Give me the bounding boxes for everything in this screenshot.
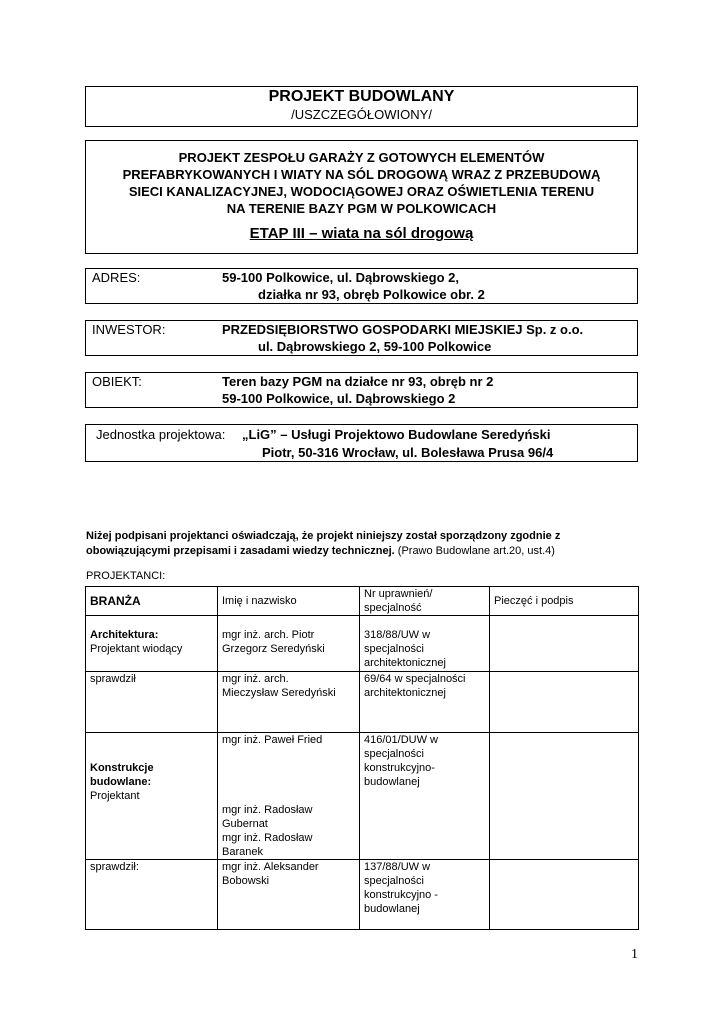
jednostka-label: Jednostka projektowa: [96,427,226,442]
inwestor-label: INWESTOR: [92,322,166,337]
cell-uprawnienia [360,860,490,930]
uprawnienia-line: 69/64 w specjalności [364,673,466,685]
cell-name [218,733,360,860]
name-line: mgr inż. Paweł Fried [222,734,323,746]
table-row [86,672,639,733]
inwestor-line1: PRZEDSIĘBIORSTWO GOSPODARKI MIEJSKIEJ Sp. z o.o. [222,322,584,337]
projektanci-label: PROJEKTANCI: [86,570,166,582]
branza-role: Projektant [90,790,140,802]
document-title: PROJEKT BUDOWLANY [268,88,455,105]
description-line: NA TERENIE BAZY PGM W POLKOWICACH [226,201,497,216]
subtitle-prefix: / [291,107,295,122]
uprawnienia-line: 137/88/UW w [364,861,431,873]
name-line: Grzegorz Seredyński [222,643,325,655]
table-row [86,860,639,930]
uprawnienia-line: 318/88/UW w [364,629,431,641]
uprawnienia-line: architektonicznej [364,687,446,699]
inwestor-box [85,320,638,356]
header-uprawnienia-line2: specjalność [364,602,422,614]
subtitle-text: USZCZEGÓŁOWIONY [294,107,429,122]
uprawnienia-line: specjalności [364,748,424,760]
name-line: Mieczysław Seredyński [222,687,336,699]
header-uprawnienia-line1: Nr uprawnień/ [364,588,433,600]
uprawnienia-line: konstrukcyjno- [364,762,435,774]
uprawnienia-line: architektonicznej [364,657,446,669]
cell-signature [490,616,639,672]
uprawnienia-line: budowlanej [364,903,420,915]
cell-name [218,672,360,733]
header-podpis: Pieczęć i podpis [490,587,639,616]
cell-branza: sprawdził [86,672,218,733]
name-line: mgr inż. Aleksander [222,861,319,873]
adres-box [85,268,638,304]
cell-name [218,860,360,930]
uprawnienia-line: specjalności [364,643,424,655]
name-line: mgr inż. arch. Piotr [222,629,315,641]
name-line: Gubernat [222,818,268,830]
cell-signature [490,860,639,930]
table-row [86,733,639,860]
obiekt-line2: 59-100 Polkowice, ul. Dąbrowskiego 2 [222,391,456,406]
document-subtitle [86,107,637,122]
header-imie: Imię i nazwisko [218,587,360,616]
uprawnienia-line: konstrukcyjno - [364,889,438,901]
cell-uprawnienia [360,616,490,672]
project-description-box [85,140,638,254]
cell-signature [490,672,639,733]
description-line: SIECI KANALIZACYJNEJ, WODOCIĄGOWEJ ORAZ OŚWIETLENIA TERENU [128,184,595,199]
designers-table [85,586,639,930]
name-line: mgr inż. arch. [222,673,289,685]
description-line: PREFABRYKOWANYCH I WIATY NA SÓL DROGOWĄ WRAZ Z PRZEBUDOWĄ [122,167,601,182]
statement-bold: Niżej podpisani projektanci oświadczają, że projekt niniejszy został sporządzony zgodnie z obowiązującymi przepisami i zasadami wiedzy technicznej. [86,530,561,557]
cell-branza [86,616,218,672]
cell-signature [490,733,639,860]
etap-heading: ETAP III – wiata na sól drogową [249,225,474,242]
table-header-row [86,587,639,616]
jednostka-line1: „LiG” – Usługi Projektowo Budowlane Seredyński [242,427,551,442]
cell-branza [86,733,218,860]
header-branza: BRANŻA [86,587,218,616]
description-line: PROJEKT ZESPOŁU GARAŻY Z GOTOWYCH ELEMENTÓW [178,150,545,165]
designers-statement [86,529,646,559]
subtitle-suffix: / [428,107,432,122]
branza-role: Projektant wiodący [90,643,183,655]
name-line: mgr inż. Radosław [222,804,313,816]
obiekt-line1: Teren bazy PGM na działce nr 93, obręb nr 2 [222,374,494,389]
branza-konstrukcje: budowlane: [90,776,152,788]
cell-uprawnienia [360,672,490,733]
uprawnienia-line: 416/01/DUW w [364,734,438,746]
uprawnienia-line: specjalności [364,875,424,887]
jednostka-box [85,424,638,462]
title-box [85,86,638,127]
page-number: 1 [631,947,638,962]
obiekt-label: OBIEKT: [92,374,142,389]
cell-uprawnienia [360,733,490,860]
branza-architektura: Architektura: [90,629,159,641]
project-description [86,149,637,217]
adres-label: ADRES: [92,270,141,285]
cell-name [218,616,360,672]
name-line: Baranek [222,846,263,858]
header-uprawnienia [360,587,490,616]
inwestor-line2: ul. Dąbrowskiego 2, 59-100 Polkowice [258,339,492,354]
adres-line2: działka nr 93, obręb Polkowice obr. 2 [258,287,485,302]
adres-line1: 59-100 Polkowice, ul. Dąbrowskiego 2, [222,270,459,285]
name-line: Bobowski [222,875,270,887]
jednostka-line2: Piotr, 50-316 Wrocław, ul. Bolesława Prusa 96/4 [262,445,554,460]
branza-konstrukcje: Konstrukcje [90,762,154,774]
table-row [86,616,639,672]
cell-branza: sprawdził: [86,860,218,930]
statement-reference: (Prawo Budowlane art.20, ust.4) [394,545,555,557]
obiekt-box [85,372,638,408]
name-line: mgr inż. Radosław [222,832,313,844]
uprawnienia-line: budowlanej [364,776,420,788]
